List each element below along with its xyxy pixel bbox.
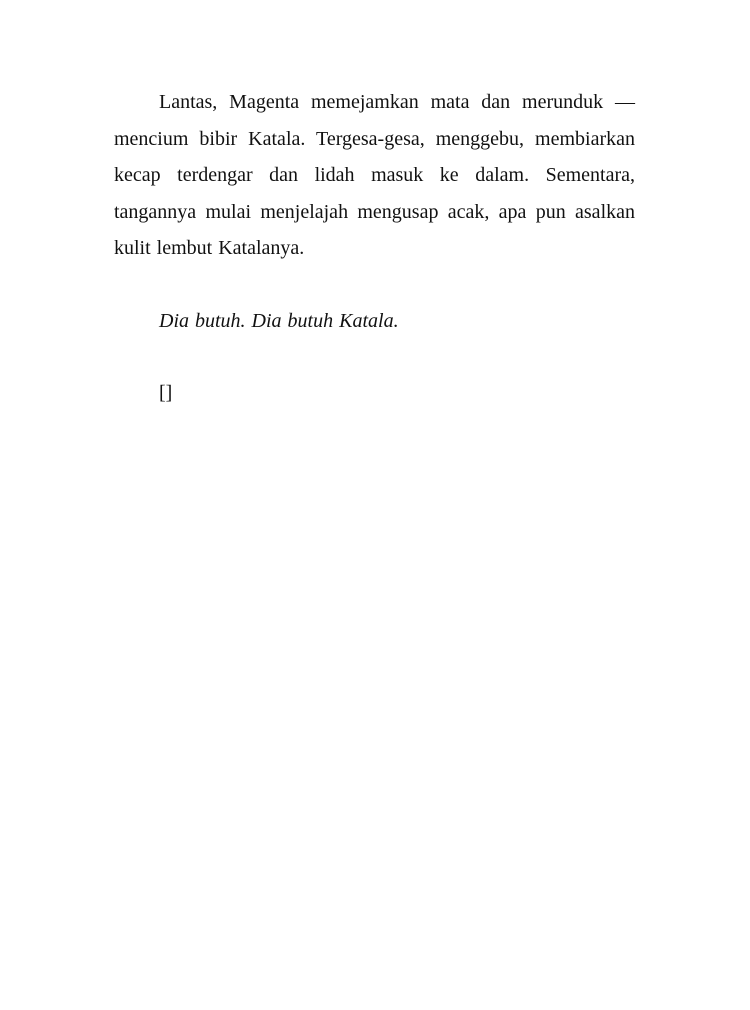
paragraph-spacer xyxy=(114,267,635,303)
paragraph-spacer xyxy=(114,339,635,375)
end-mark: [] xyxy=(159,382,173,404)
document-page xyxy=(114,84,635,412)
paragraph-body: Lantas, Magenta memejamkan mata dan merunduk — mencium bibir Katala. Tergesa-gesa, menggebu, membiarkan kecap terdengar dan lidah masuk ke dalam. Sementara, tangannya mulai menjelajah mengusap acak, apa pun asalkan kulit lembut Katalanya. xyxy=(114,91,635,259)
paragraph-italic: Dia butuh. Dia butuh Katala. xyxy=(159,309,399,332)
